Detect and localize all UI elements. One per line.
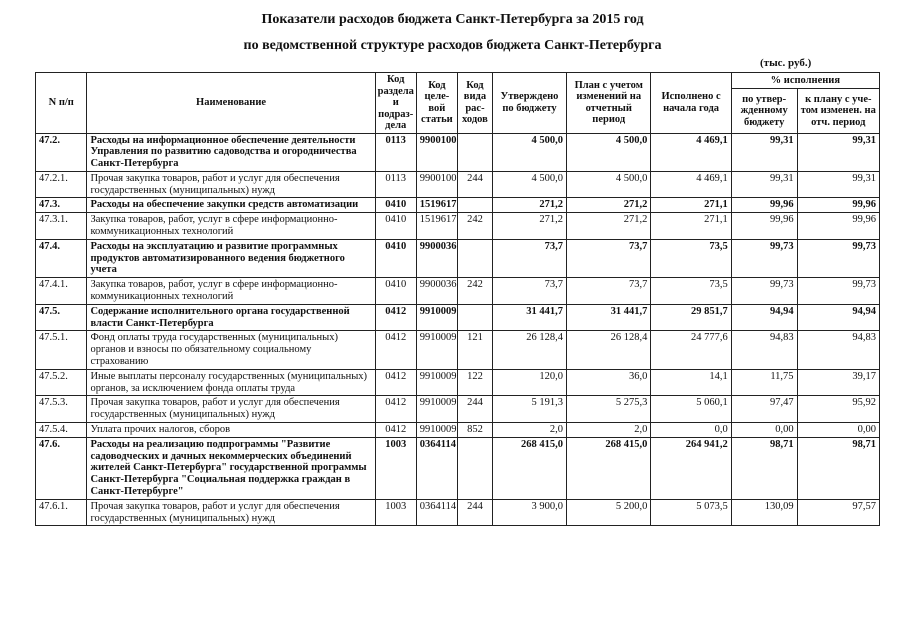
table-row	[36, 171, 880, 198]
table-row	[36, 133, 880, 171]
cell-pct-plan: 99,96	[797, 198, 879, 213]
cell-vid	[457, 198, 492, 213]
cell-pct-plan: 98,71	[797, 437, 879, 499]
cell-pct-plan: 0,00	[797, 423, 879, 438]
cell-razdel: 0412	[375, 304, 416, 331]
cell-name: Уплата прочих налогов, сборов	[87, 423, 375, 438]
cell-statia: 9910009	[416, 331, 457, 369]
table-row	[36, 278, 880, 305]
cell-razdel: 1003	[375, 499, 416, 526]
header-utv: Утверждено по бюджету	[492, 73, 566, 134]
cell-pct-plan: 99,73	[797, 278, 879, 305]
cell-pct-utv: 94,83	[731, 331, 797, 369]
cell-plan: 4 500,0	[567, 133, 651, 171]
cell-pct-utv: 99,96	[731, 213, 797, 240]
cell-razdel: 0412	[375, 423, 416, 438]
cell-num: 47.6.1.	[36, 499, 87, 526]
cell-num: 47.6.	[36, 437, 87, 499]
cell-name: Прочая закупка товаров, работ и услуг для обеспечения государственных (муниципальных) нужд	[87, 396, 375, 423]
cell-razdel: 0410	[375, 213, 416, 240]
cell-num: 47.5.1.	[36, 331, 87, 369]
cell-utv: 268 415,0	[492, 437, 566, 499]
header-plan: План с учетом изменений на отчетный период	[567, 73, 651, 134]
header-isp: Исполнено с начала года	[651, 73, 731, 134]
cell-pct-utv: 11,75	[731, 369, 797, 396]
cell-vid	[457, 304, 492, 331]
cell-razdel: 0412	[375, 331, 416, 369]
cell-utv: 271,2	[492, 213, 566, 240]
cell-isp: 5 073,5	[651, 499, 731, 526]
cell-razdel: 0410	[375, 239, 416, 277]
cell-statia: 9900100	[416, 133, 457, 171]
header-num: N п/п	[36, 73, 87, 134]
cell-vid	[457, 239, 492, 277]
cell-plan: 31 441,7	[567, 304, 651, 331]
cell-razdel: 0410	[375, 198, 416, 213]
cell-name: Закупка товаров, работ, услуг в сфере информационно-коммуникационных технологий	[87, 278, 375, 305]
unit-label: (тыс. руб.)	[760, 57, 812, 69]
cell-vid: 121	[457, 331, 492, 369]
header-razdel: Код раздела и подраз-дела	[375, 73, 416, 134]
cell-pct-utv: 98,71	[731, 437, 797, 499]
cell-utv: 2,0	[492, 423, 566, 438]
header-pct-utv: по утвер-жденному бюджету	[731, 89, 797, 133]
cell-plan: 73,7	[567, 239, 651, 277]
cell-num: 47.2.	[36, 133, 87, 171]
table-row	[36, 423, 880, 438]
cell-statia: 9910009	[416, 304, 457, 331]
cell-num: 47.5.2.	[36, 369, 87, 396]
table-row	[36, 213, 880, 240]
cell-statia: 1519617	[416, 198, 457, 213]
cell-num: 47.4.	[36, 239, 87, 277]
cell-vid: 242	[457, 213, 492, 240]
cell-isp: 4 469,1	[651, 133, 731, 171]
budget-table	[35, 72, 880, 526]
table-row	[36, 304, 880, 331]
cell-pct-utv: 99,31	[731, 133, 797, 171]
cell-pct-plan: 97,57	[797, 499, 879, 526]
cell-vid: 852	[457, 423, 492, 438]
header-pct-plan: к плану с уче-том изменен. на отч. период	[797, 89, 879, 133]
cell-pct-utv: 97,47	[731, 396, 797, 423]
cell-vid	[457, 133, 492, 171]
table-row	[36, 437, 880, 499]
cell-plan: 2,0	[567, 423, 651, 438]
cell-name: Иные выплаты персоналу государственных (муниципальных) органов, за исключением фонда оплаты труда	[87, 369, 375, 396]
cell-pct-utv: 94,94	[731, 304, 797, 331]
cell-isp: 14,1	[651, 369, 731, 396]
cell-isp: 29 851,7	[651, 304, 731, 331]
cell-vid: 242	[457, 278, 492, 305]
header-statia: Код целе-вой статьи	[416, 73, 457, 134]
cell-name: Расходы на эксплуатацию и развитие программных продуктов автоматизированного ведения бюджетного учета	[87, 239, 375, 277]
cell-utv: 31 441,7	[492, 304, 566, 331]
cell-razdel: 0412	[375, 369, 416, 396]
header-vid: Код вида рас-ходов	[457, 73, 492, 134]
cell-vid: 244	[457, 396, 492, 423]
cell-pct-plan: 99,73	[797, 239, 879, 277]
cell-isp: 73,5	[651, 239, 731, 277]
cell-statia: 9910009	[416, 369, 457, 396]
cell-razdel: 0113	[375, 133, 416, 171]
cell-pct-plan: 94,83	[797, 331, 879, 369]
cell-pct-plan: 94,94	[797, 304, 879, 331]
cell-isp: 4 469,1	[651, 171, 731, 198]
cell-vid: 244	[457, 171, 492, 198]
cell-statia: 9900100	[416, 171, 457, 198]
cell-utv: 73,7	[492, 278, 566, 305]
cell-vid: 244	[457, 499, 492, 526]
cell-pct-plan: 95,92	[797, 396, 879, 423]
table-row	[36, 331, 880, 369]
cell-plan: 5 200,0	[567, 499, 651, 526]
cell-pct-utv: 99,31	[731, 171, 797, 198]
cell-utv: 3 900,0	[492, 499, 566, 526]
cell-vid	[457, 437, 492, 499]
cell-name: Закупка товаров, работ, услуг в сфере информационно-коммуникационных технологий	[87, 213, 375, 240]
cell-num: 47.5.3.	[36, 396, 87, 423]
cell-name: Прочая закупка товаров, работ и услуг для обеспечения государственных (муниципальных) нужд	[87, 171, 375, 198]
cell-razdel: 0412	[375, 396, 416, 423]
cell-plan: 271,2	[567, 213, 651, 240]
cell-utv: 5 191,3	[492, 396, 566, 423]
cell-isp: 0,0	[651, 423, 731, 438]
cell-statia: 1519617	[416, 213, 457, 240]
cell-num: 47.3.1.	[36, 213, 87, 240]
cell-isp: 73,5	[651, 278, 731, 305]
cell-plan: 73,7	[567, 278, 651, 305]
cell-num: 47.5.4.	[36, 423, 87, 438]
report-title-line1: Показатели расходов бюджета Санкт-Петербурга за 2015 год	[261, 12, 644, 27]
header-name: Наименование	[87, 73, 375, 134]
table-row	[36, 369, 880, 396]
cell-name: Расходы на информационное обеспечение деятельности Управления по развитию садоводства и огородничества Санкт-Петербурга	[87, 133, 375, 171]
cell-name: Содержание исполнительного органа государственной власти Санкт-Петербурга	[87, 304, 375, 331]
cell-isp: 271,1	[651, 213, 731, 240]
cell-name: Прочая закупка товаров, работ и услуг для обеспечения государственных (муниципальных) нужд	[87, 499, 375, 526]
cell-plan: 26 128,4	[567, 331, 651, 369]
cell-pct-plan: 99,96	[797, 213, 879, 240]
cell-pct-utv: 99,73	[731, 278, 797, 305]
cell-pct-utv: 99,96	[731, 198, 797, 213]
report-title-line2: по ведомственной структуре расходов бюджета Санкт-Петербурга	[243, 38, 662, 53]
cell-statia: 9910009	[416, 423, 457, 438]
cell-statia: 0364114	[416, 437, 457, 499]
cell-utv: 73,7	[492, 239, 566, 277]
table-row	[36, 396, 880, 423]
cell-statia: 0364114	[416, 499, 457, 526]
cell-plan: 36,0	[567, 369, 651, 396]
cell-plan: 4 500,0	[567, 171, 651, 198]
cell-isp: 271,1	[651, 198, 731, 213]
cell-num: 47.5.	[36, 304, 87, 331]
header-pct-group: % исполнения	[731, 73, 879, 89]
cell-statia: 9900036	[416, 278, 457, 305]
table-body	[36, 133, 880, 526]
cell-name: Расходы на реализацию подпрограммы "Развитие садоводческих и дачных некоммерческих объединений жителей Санкт-Петербурга" государственной программы Санкт-Петербурга "Социальная поддержка граждан в Санкт-Петербурге"	[87, 437, 375, 499]
cell-pct-plan: 39,17	[797, 369, 879, 396]
table-row	[36, 198, 880, 213]
table-row	[36, 499, 880, 526]
cell-num: 47.4.1.	[36, 278, 87, 305]
cell-statia: 9910009	[416, 396, 457, 423]
cell-num: 47.2.1.	[36, 171, 87, 198]
cell-name: Фонд оплаты труда государственных (муниципальных) органов и взносы по обязательному социальному страхованию	[87, 331, 375, 369]
cell-pct-utv: 130,09	[731, 499, 797, 526]
cell-utv: 120,0	[492, 369, 566, 396]
cell-isp: 264 941,2	[651, 437, 731, 499]
cell-name: Расходы на обеспечение закупки средств автоматизации	[87, 198, 375, 213]
cell-utv: 271,2	[492, 198, 566, 213]
cell-utv: 4 500,0	[492, 133, 566, 171]
cell-pct-utv: 0,00	[731, 423, 797, 438]
cell-razdel: 1003	[375, 437, 416, 499]
cell-pct-plan: 99,31	[797, 133, 879, 171]
cell-pct-utv: 99,73	[731, 239, 797, 277]
cell-plan: 271,2	[567, 198, 651, 213]
cell-plan: 5 275,3	[567, 396, 651, 423]
cell-isp: 5 060,1	[651, 396, 731, 423]
cell-utv: 4 500,0	[492, 171, 566, 198]
table-row	[36, 239, 880, 277]
cell-utv: 26 128,4	[492, 331, 566, 369]
cell-pct-plan: 99,31	[797, 171, 879, 198]
cell-vid: 122	[457, 369, 492, 396]
cell-razdel: 0410	[375, 278, 416, 305]
cell-statia: 9900036	[416, 239, 457, 277]
cell-plan: 268 415,0	[567, 437, 651, 499]
cell-razdel: 0113	[375, 171, 416, 198]
cell-num: 47.3.	[36, 198, 87, 213]
cell-isp: 24 777,6	[651, 331, 731, 369]
